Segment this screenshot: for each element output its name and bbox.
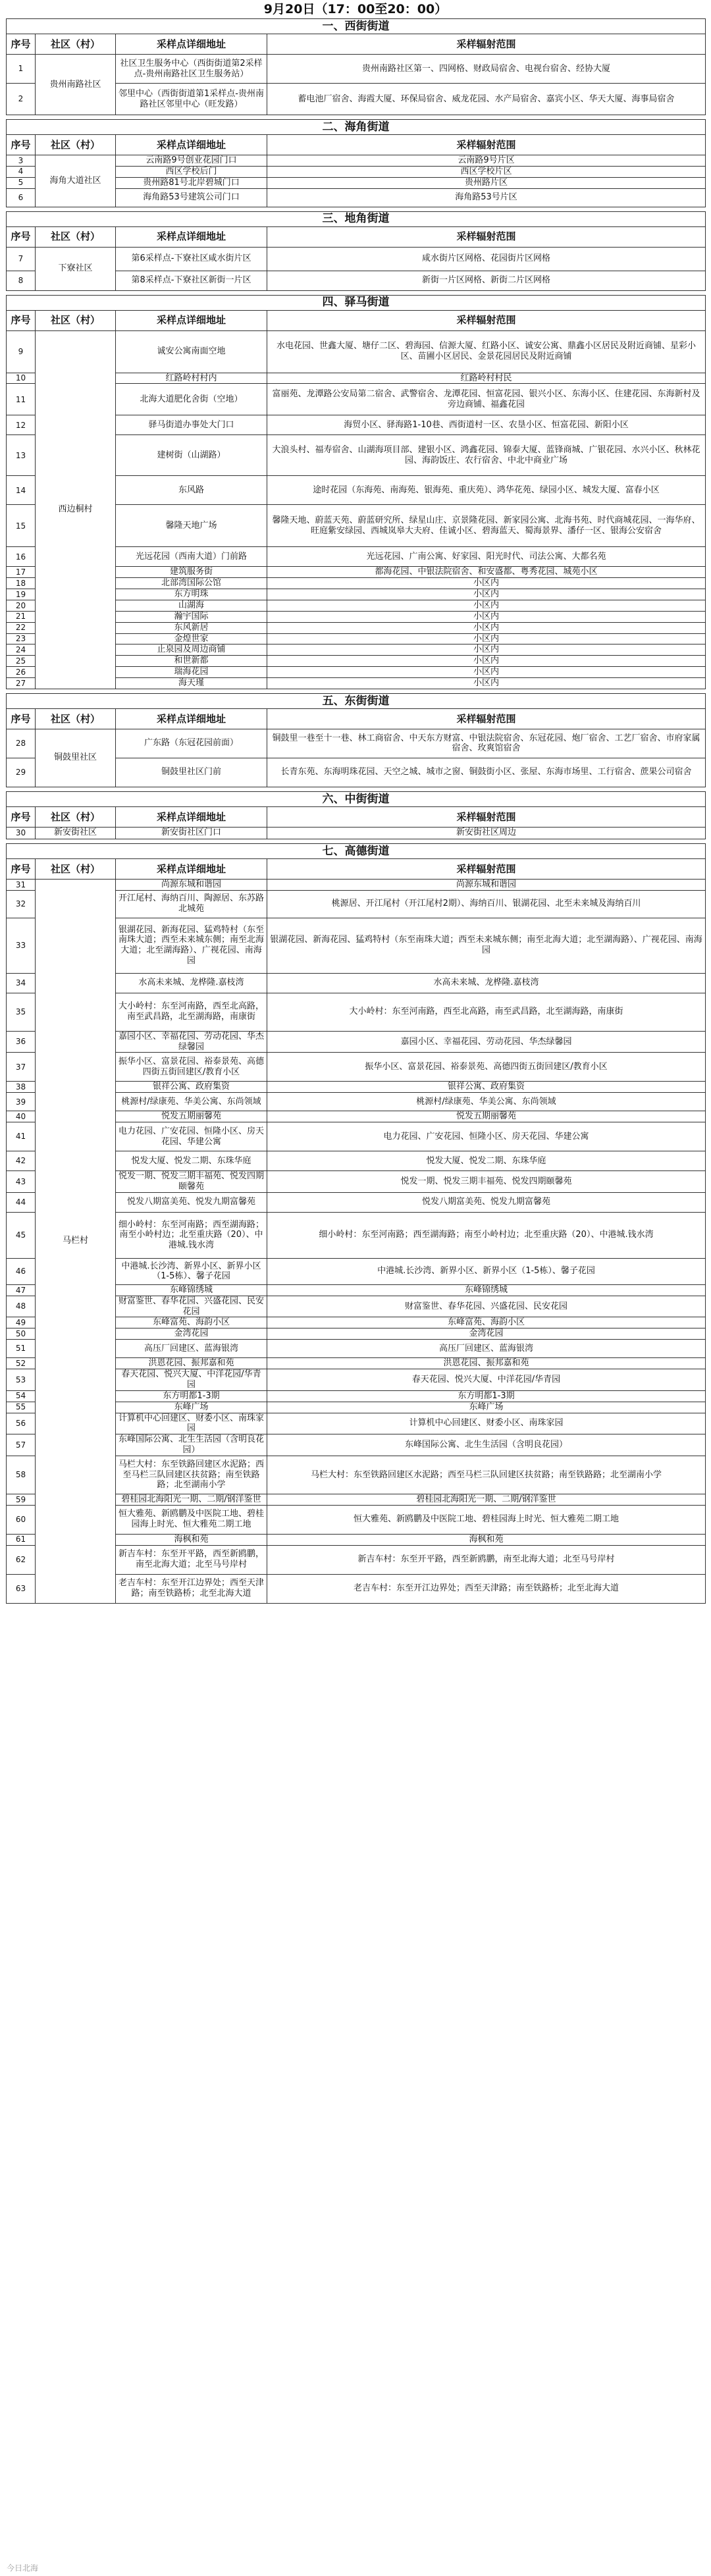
- row-range: 新吉车村：东至开平路，西至新鸥鹏，南至北海大道；北至马号岸村: [267, 1545, 706, 1574]
- row-seq: 54: [7, 1390, 36, 1402]
- row-range: 红路岭村村民: [267, 373, 706, 384]
- column-header-row: [7, 310, 706, 330]
- section-title-row: [7, 843, 706, 858]
- row-seq: 17: [7, 567, 36, 578]
- row-seq: 7: [7, 247, 36, 271]
- row-range: 小区内: [267, 644, 706, 656]
- row-address: 财富鉴世、春华花园、兴盛花园、民安花园: [116, 1296, 267, 1317]
- row-seq: 46: [7, 1258, 36, 1284]
- section-title: 四、驿马街道: [7, 295, 706, 310]
- row-address: 东方明都1-3期: [116, 1390, 267, 1402]
- column-header-row: [7, 806, 706, 827]
- row-range: 水高未来城、龙桦隆.嘉枝湾: [267, 973, 706, 993]
- header-seq: 序号: [7, 310, 36, 330]
- row-range: 嘉园小区、幸福花园、劳动花园、华杰绿馨园: [267, 1031, 706, 1053]
- row-range: 悦发大厦、悦发二期、东珠华庭: [267, 1151, 706, 1171]
- row-range: 小区内: [267, 611, 706, 622]
- header-address: 采样点详细地址: [116, 858, 267, 879]
- section-title: 五、东街街道: [7, 693, 706, 708]
- row-address: 恒大雅苑、新鸥鹏及中医院工地、碧桂园海上时光、恒大雅苑二期工地: [116, 1505, 267, 1534]
- row-community: 下寮社区: [36, 247, 116, 290]
- row-range: 中港城.长沙湾、新界小区、新界小区（1-5栋）、馨子花园: [267, 1258, 706, 1284]
- row-address: 金煌世家: [116, 633, 267, 644]
- row-range: 长青东苑、东海明珠花园、天空之城、城市之窗、铜鼓街小区、张屋、东海市场里、工行宿舍、蔗果公司宿舍: [267, 758, 706, 787]
- row-address: 海枫和苑: [116, 1534, 267, 1545]
- row-address: 新安街社区门口: [116, 827, 267, 839]
- row-address: 红路岭村村内: [116, 373, 267, 384]
- row-address: 东峰国际公寓、北生生活园（含明良花园）: [116, 1434, 267, 1456]
- row-seq: 63: [7, 1574, 36, 1603]
- row-address: 计算机中心回建区、财委小区、南珠家园: [116, 1413, 267, 1434]
- row-address: 驿马街道办事处大门口: [116, 415, 267, 435]
- row-range: 振华小区、富景花园、裕泰景苑、高德四街五街回建区/教育小区: [267, 1053, 706, 1082]
- row-range: 东方明都1-3期: [267, 1390, 706, 1402]
- row-address: 新吉车村：东至开平路，西至新鸥鹏，南至北海大道；北至马号岸村: [116, 1545, 267, 1574]
- row-seq: 47: [7, 1284, 36, 1296]
- table-row: [7, 55, 706, 84]
- row-seq: 23: [7, 633, 36, 644]
- row-seq: 24: [7, 644, 36, 656]
- section-title: 二、海角街道: [7, 120, 706, 135]
- section-table: [6, 843, 706, 1604]
- row-seq: 18: [7, 578, 36, 589]
- row-seq: 14: [7, 476, 36, 505]
- section-table: [6, 119, 706, 207]
- row-community: 新安街社区: [36, 827, 116, 839]
- row-range: 小区内: [267, 633, 706, 644]
- row-range: 悦发一期、悦发三期丰福苑、悦发四期颐馨苑: [267, 1171, 706, 1193]
- column-header-row: [7, 226, 706, 247]
- row-address: 建筑服务街: [116, 567, 267, 578]
- row-address: 中港城.长沙湾、新界小区、新界小区（1-5栋）、馨子花园: [116, 1258, 267, 1284]
- row-seq: 38: [7, 1082, 36, 1093]
- row-range: 新安街社区周边: [267, 827, 706, 839]
- header-range: 采样辐射范围: [267, 806, 706, 827]
- row-seq: 28: [7, 729, 36, 758]
- row-range: 恒大雅苑、新鸥鹏及中医院工地、碧桂园海上时光、恒大雅苑二期工地: [267, 1505, 706, 1534]
- header-seq: 序号: [7, 708, 36, 729]
- row-range: 悦发八期富美苑、悦发九期富馨苑: [267, 1192, 706, 1212]
- row-seq: 44: [7, 1192, 36, 1212]
- row-range: 洪恩花园、振邦嘉和苑: [267, 1358, 706, 1369]
- header-range: 采样辐射范围: [267, 135, 706, 155]
- row-range: 铜鼓里一巷至十一巷、林工商宿舍、中天东方财富、中银法院宿舍、东冠花园、炮厂宿舍、工艺厂宿舍、市府家属宿舍、玫爽馆宿舍: [267, 729, 706, 758]
- row-address: 瑞海花园: [116, 667, 267, 678]
- row-address: 东风新居: [116, 622, 267, 633]
- row-seq: 37: [7, 1053, 36, 1082]
- row-address: 尚源东城和谐园: [116, 879, 267, 890]
- row-range: 电力花园、广安花园、恒隆小区、房天花园、华建公寓: [267, 1122, 706, 1151]
- header-address: 采样点详细地址: [116, 226, 267, 247]
- row-seq: 35: [7, 993, 36, 1031]
- header-address: 采样点详细地址: [116, 708, 267, 729]
- header-range: 采样辐射范围: [267, 226, 706, 247]
- row-community: 马栏村: [36, 879, 116, 1603]
- row-range: 碧桂园北海阳光一期、二期/钢洋鉴世: [267, 1494, 706, 1505]
- row-range: 大小岭村：东至河南路，西至北高路，南至武昌路，北至湖海路，南康街: [267, 993, 706, 1031]
- row-seq: 34: [7, 973, 36, 993]
- row-seq: 40: [7, 1111, 36, 1122]
- row-address: 北海大道肥化舍街（空地）: [116, 384, 267, 415]
- row-address: 海角路53号建筑公司门口: [116, 188, 267, 207]
- row-seq: 26: [7, 667, 36, 678]
- row-seq: 43: [7, 1171, 36, 1193]
- row-address: 悦发五期丽馨苑: [116, 1111, 267, 1122]
- row-address: 银祥公寓、政府集资: [116, 1082, 267, 1093]
- row-seq: 51: [7, 1340, 36, 1358]
- row-range: 蓄电池厂宿舍、海霞大厦、环保局宿舍、威龙花园、水产局宿舍、嘉宾小区、华天大厦、海事局宿舍: [267, 84, 706, 115]
- row-seq: 33: [7, 918, 36, 973]
- row-range: 尚源东城和谐园: [267, 879, 706, 890]
- row-seq: 3: [7, 155, 36, 167]
- section-table: [6, 791, 706, 839]
- row-seq: 4: [7, 166, 36, 177]
- row-address: 马栏大村：东至铁路回建区水泥路；西至马栏三队回建区扶贫路；南至铁路路；北至湖南小学: [116, 1456, 267, 1494]
- row-seq: 11: [7, 384, 36, 415]
- document-date-title: 9月20日（17：00至20：00）: [263, 2, 448, 16]
- row-seq: 45: [7, 1212, 36, 1258]
- section-title: 一、西街街道: [7, 19, 706, 34]
- row-seq: 1: [7, 55, 36, 84]
- row-range: 贵州南路社区第一、四网格、财政局宿舍、电视台宿舍、经协大厦: [267, 55, 706, 84]
- row-address: 东风路: [116, 476, 267, 505]
- header-address: 采样点详细地址: [116, 806, 267, 827]
- row-range: 海贸小区、驿海路1-10巷、西街道村一区、农垦小区、恒富花园、新阳小区: [267, 415, 706, 435]
- row-seq: 15: [7, 505, 36, 547]
- row-community: 贵州南路社区: [36, 55, 116, 115]
- row-range: 途时花园（东海苑、南海苑、银海苑、重庆苑）、鸿华花苑、绿园小区、城发大厦、富春小区: [267, 476, 706, 505]
- row-address: 建树街（山湖路）: [116, 435, 267, 476]
- row-range: 都海花园、中银法院宿舍、和安盛都、粤秀花园、城苑小区: [267, 567, 706, 578]
- row-seq: 42: [7, 1151, 36, 1171]
- row-address: 诚安公寓南面空地: [116, 330, 267, 373]
- row-address: 东峰广场: [116, 1402, 267, 1413]
- row-range: 小区内: [267, 678, 706, 689]
- row-address: 第6采样点-下寮社区咸水街片区: [116, 247, 267, 271]
- row-range: 细小岭村：东至河南路；西至湖海路；南至小岭村边；北至重庆路（20）、中港城.钱水湾: [267, 1212, 706, 1258]
- row-seq: 9: [7, 330, 36, 373]
- section-table: [6, 693, 706, 787]
- header-seq: 序号: [7, 135, 36, 155]
- row-range: 水电花园、世鑫大厦、塘仔二区、碧海园、信源大厦、红路小区、诚安公寓、鼎鑫小区居民及附近商铺、星彩小区、苗圃小区居民、金景花园居民及附近商铺: [267, 330, 706, 373]
- row-seq: 30: [7, 827, 36, 839]
- table-row: [7, 729, 706, 758]
- row-range: 金湾花园: [267, 1328, 706, 1340]
- row-range: 桃源居、开江尾村（开江尾村2期）、海纳百川、银湖花园、北至未来城及海纳百川: [267, 890, 706, 918]
- row-range: 富丽苑、龙潭路公安局第二宿舍、武警宿舍、龙潭花园、恒富花园、银兴小区、东海小区、住建花园、东海新村及旁边商铺、福鑫花园: [267, 384, 706, 415]
- column-header-row: [7, 34, 706, 55]
- header-seq: 序号: [7, 226, 36, 247]
- header-community: 社区（村）: [36, 858, 116, 879]
- row-address: 老吉车村：东至开江边界处；西至天津路；南至铁路桥；北至北海大道: [116, 1574, 267, 1603]
- row-range: 云南路9号片区: [267, 155, 706, 167]
- row-range: 小区内: [267, 656, 706, 667]
- row-seq: 61: [7, 1534, 36, 1545]
- row-address: 悦发大厦、悦发二期、东珠华庭: [116, 1151, 267, 1171]
- section-title-row: [7, 693, 706, 708]
- row-address: 海天瑾: [116, 678, 267, 689]
- row-seq: 25: [7, 656, 36, 667]
- table-row: [7, 247, 706, 271]
- row-address: 瀚宇国际: [116, 611, 267, 622]
- row-range: 小区内: [267, 589, 706, 600]
- row-address: 悦发一期、悦发三期丰福苑、悦发四期颐馨苑: [116, 1171, 267, 1193]
- row-range: 银祥公寓、政府集资: [267, 1082, 706, 1093]
- section-title-row: [7, 295, 706, 310]
- row-range: 东峰广场: [267, 1402, 706, 1413]
- row-address: 高压厂回建区、蓝海银湾: [116, 1340, 267, 1358]
- header-community: 社区（村）: [36, 135, 116, 155]
- row-address: 东峰锦绣城: [116, 1284, 267, 1296]
- row-range: 桃源村/绿康苑、华美公寓、东尚领域: [267, 1093, 706, 1111]
- row-address: 云南路9号创业花园门口: [116, 155, 267, 167]
- row-range: 春天花园、悦兴大厦、中洋花园/华青园: [267, 1369, 706, 1391]
- row-address: 东方明珠: [116, 589, 267, 600]
- header-community: 社区（村）: [36, 226, 116, 247]
- row-seq: 50: [7, 1328, 36, 1340]
- row-range: 海角路53号片区: [267, 188, 706, 207]
- row-range: 西区学校片区: [267, 166, 706, 177]
- row-seq: 2: [7, 84, 36, 115]
- section-title-row: [7, 211, 706, 226]
- table-row: [7, 155, 706, 167]
- header-community: 社区（村）: [36, 806, 116, 827]
- row-range: 财富鉴世、春华花园、兴盛花园、民安花园: [267, 1296, 706, 1317]
- row-address: 洪恩花园、振邦嘉和苑: [116, 1358, 267, 1369]
- row-address: 嘉园小区、幸福花园、劳动花园、华杰绿馨园: [116, 1031, 267, 1053]
- column-header-row: [7, 858, 706, 879]
- row-address: 西区学校后门: [116, 166, 267, 177]
- row-seq: 22: [7, 622, 36, 633]
- section-title: 六、中街街道: [7, 791, 706, 806]
- row-range: 海枫和苑: [267, 1534, 706, 1545]
- row-seq: 53: [7, 1369, 36, 1391]
- row-range: 大浪头村、福寿宿舍、山湖海项目部、建银小区、鸿鑫花园、锦泰大厦、蓝锋商城、广银花园、水兴小区、秋林花园、海韵饭庄、农行宿舍、中北中商业广场: [267, 435, 706, 476]
- row-seq: 56: [7, 1413, 36, 1434]
- row-community: 海角大道社区: [36, 155, 116, 207]
- row-address: 贵州路81号北岸碧城门口: [116, 177, 267, 188]
- row-seq: 16: [7, 547, 36, 567]
- row-address: 春天花园、悦兴大厦、中洋花园/华青园: [116, 1369, 267, 1391]
- row-seq: 27: [7, 678, 36, 689]
- row-address: 和世新都: [116, 656, 267, 667]
- row-range: 老吉车村：东至开江边界处；西至天津路；南至铁路桥；北至北海大道: [267, 1574, 706, 1603]
- header-seq: 序号: [7, 806, 36, 827]
- row-community: 铜鼓里社区: [36, 729, 116, 787]
- row-seq: 10: [7, 373, 36, 384]
- watermark: 今日北海: [7, 2563, 39, 2573]
- row-seq: 41: [7, 1122, 36, 1151]
- table-row: [7, 330, 706, 373]
- section-title-row: [7, 19, 706, 34]
- sampling-tables: [0, 18, 711, 1604]
- row-range: 马栏大村：东至铁路回建区水泥路；西至马栏三队回建区扶贫路；南至铁路路；北至湖南小学: [267, 1456, 706, 1494]
- row-address: 邻里中心（西街街道第1采样点-贵州南路社区邻里中心（旺发路）: [116, 84, 267, 115]
- row-address: 大小岭村：东至河南路，西至北高路，南至武昌路，北至湖海路，南康街: [116, 993, 267, 1031]
- row-seq: 52: [7, 1358, 36, 1369]
- header-range: 采样辐射范围: [267, 708, 706, 729]
- table-row: [7, 827, 706, 839]
- header-seq: 序号: [7, 858, 36, 879]
- section-table: [6, 211, 706, 291]
- row-address: 开江尾村、海纳百川、陶源居、东苏路北城苑: [116, 890, 267, 918]
- header-address: 采样点详细地址: [116, 310, 267, 330]
- row-seq: 31: [7, 879, 36, 890]
- row-range: 小区内: [267, 622, 706, 633]
- row-seq: 5: [7, 177, 36, 188]
- row-address: 振华小区、富景花园、裕泰景苑、高德四街五街回建区/教育小区: [116, 1053, 267, 1082]
- row-seq: 32: [7, 890, 36, 918]
- header-community: 社区（村）: [36, 34, 116, 55]
- header-address: 采样点详细地址: [116, 34, 267, 55]
- row-address: 金湾花园: [116, 1328, 267, 1340]
- row-range: 计算机中心回建区、财委小区、南珠家园: [267, 1413, 706, 1434]
- row-address: 止泉园及周边商铺: [116, 644, 267, 656]
- row-range: 东峰锦绣城: [267, 1284, 706, 1296]
- row-range: 高压厂回建区、蓝海银湾: [267, 1340, 706, 1358]
- column-header-row: [7, 708, 706, 729]
- table-row: [7, 879, 706, 890]
- row-range: 新街一片区网格、新街二片区网格: [267, 271, 706, 290]
- row-seq: 55: [7, 1402, 36, 1413]
- header-community: 社区（村）: [36, 708, 116, 729]
- row-address: 第8采样点-下寮社区新街一片区: [116, 271, 267, 290]
- row-address: 北部湾国际公馆: [116, 578, 267, 589]
- row-range: 贵州路片区: [267, 177, 706, 188]
- row-seq: 12: [7, 415, 36, 435]
- section-title-row: [7, 120, 706, 135]
- header-range: 采样辐射范围: [267, 34, 706, 55]
- row-range: 光远花园、广南公寓、好家园、阳光时代、司法公寓、大都名苑: [267, 547, 706, 567]
- row-address: 山湖海: [116, 600, 267, 612]
- column-header-row: [7, 135, 706, 155]
- section-title: 七、高德街道: [7, 843, 706, 858]
- row-range: 悦发五期丽馨苑: [267, 1111, 706, 1122]
- row-range: 馨隆天地、蔚蓝天苑、蔚蓝研究所、绿星山庄、京景隆花园、新家园公寓、北海书苑、时代商城花园、一海华府、旺庭紫安绿园、西城岚皋大夫府、佳诚小区、碧海蓝天、蜀海景界、潘仔一区、银海公安宿舍: [267, 505, 706, 547]
- row-address: 光远花园（西南大道）门前路: [116, 547, 267, 567]
- header-community: 社区（村）: [36, 310, 116, 330]
- row-address: 碧桂园北海阳光一期、二期/钢洋鉴世: [116, 1494, 267, 1505]
- row-seq: 57: [7, 1434, 36, 1456]
- row-range: 银湖花园、新海花园、猛鸡特村（东至南珠大道；西至未来城东侧；南至北海大道；北至湖海路）、广视花园、南海园: [267, 918, 706, 973]
- row-address: 电力花园、广安花园、恒隆小区、房天花园、华建公寓: [116, 1122, 267, 1151]
- row-seq: 29: [7, 758, 36, 787]
- row-range: 小区内: [267, 578, 706, 589]
- header-range: 采样辐射范围: [267, 310, 706, 330]
- row-range: 东峰富苑、海韵小区: [267, 1317, 706, 1328]
- row-seq: 62: [7, 1545, 36, 1574]
- row-address: 银湖花园、新海花园、猛鸡特村（东至南珠大道；西至未来城东侧；南至北海大道；北至湖海路）、广视花园、南海园: [116, 918, 267, 973]
- row-seq: 59: [7, 1494, 36, 1505]
- header-range: 采样辐射范围: [267, 858, 706, 879]
- section-title-row: [7, 791, 706, 806]
- row-address: 桃源村/绿康苑、华美公寓、东尚领域: [116, 1093, 267, 1111]
- row-range: 东峰国际公寓、北生生活园（含明良花园）: [267, 1434, 706, 1456]
- row-seq: 13: [7, 435, 36, 476]
- row-seq: 60: [7, 1505, 36, 1534]
- row-seq: 19: [7, 589, 36, 600]
- row-seq: 58: [7, 1456, 36, 1494]
- row-seq: 36: [7, 1031, 36, 1053]
- row-seq: 6: [7, 188, 36, 207]
- row-seq: 48: [7, 1296, 36, 1317]
- row-community: 西边桐村: [36, 330, 116, 689]
- row-seq: 39: [7, 1093, 36, 1111]
- row-seq: 8: [7, 271, 36, 290]
- row-seq: 20: [7, 600, 36, 612]
- row-address: 东峰富苑、海韵小区: [116, 1317, 267, 1328]
- section-title: 三、地角街道: [7, 211, 706, 226]
- row-address: 悦发八期富美苑、悦发九期富馨苑: [116, 1192, 267, 1212]
- section-table: [6, 295, 706, 689]
- row-seq: 21: [7, 611, 36, 622]
- header-address: 采样点详细地址: [116, 135, 267, 155]
- row-range: 咸水街片区网格、花园街片区网格: [267, 247, 706, 271]
- section-table: [6, 18, 706, 115]
- row-address: 广东路（东冠花园前面）: [116, 729, 267, 758]
- row-seq: 49: [7, 1317, 36, 1328]
- row-address: 铜鼓里社区门前: [116, 758, 267, 787]
- row-address: 社区卫生服务中心（西街街道第2采样点-贵州南路社区卫生服务站）: [116, 55, 267, 84]
- row-range: 小区内: [267, 600, 706, 612]
- header-seq: 序号: [7, 34, 36, 55]
- row-address: 水高未来城、龙桦隆.嘉枝湾: [116, 973, 267, 993]
- row-address: 馨隆天地广场: [116, 505, 267, 547]
- row-address: 细小岭村：东至河南路；西至湖海路；南至小岭村边；北至重庆路（20）、中港城.钱水湾: [116, 1212, 267, 1258]
- row-range: 小区内: [267, 667, 706, 678]
